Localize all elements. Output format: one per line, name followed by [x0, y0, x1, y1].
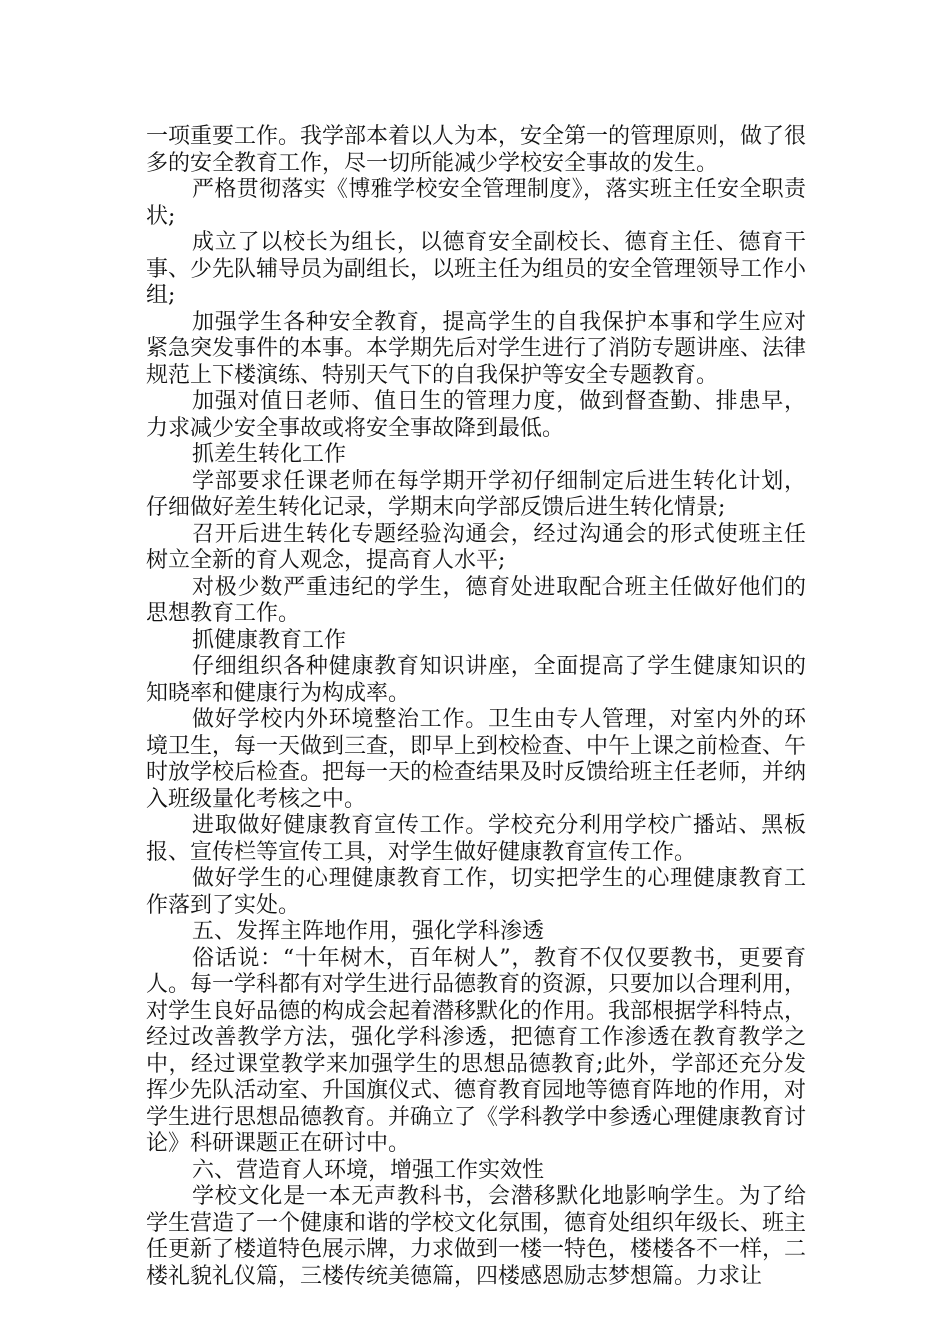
- section-heading-five: 五、发挥主阵地作用，强化学科渗透: [192, 919, 545, 944]
- paragraph-8: 召开后进生转化专题经验沟通会，经过沟通会的形式使班主任树立全新的育人观念，提高育人水平;: [146, 521, 806, 573]
- paragraph-12: 做好学校内外环境整治工作。卫生由专人管理，对室内外的环境卫生，每一天做到三查，即早上到校检查、中午上课之前检查、午时放学校后检查。把每一天的检查结果及时反馈给班主任老师，并纳入班级量化考核之中。: [146, 707, 807, 812]
- paragraph-1: 一项重要工作。我学部本着以人为本，安全第一的管理原则，做了很多的安全教育工作，尽一切所能减少学校安全事故的发生。: [146, 124, 807, 176]
- section-heading-six: 六、营造育人环境，增强工作实效性: [192, 1157, 545, 1183]
- section-heading-poor-students: 抓差生转化工作: [192, 442, 347, 467]
- paragraph-9: 对极少数严重违纪的学生，德育处进取配合班主任做好他们的思想教育工作。: [146, 574, 806, 626]
- paragraph-3: 成立了以校长为组长，以德育安全副校长、德育主任、德育干事、少先队辅导员为副组长，以班主任为组员的安全管理领导工作小组;: [146, 230, 807, 308]
- paragraph-7: 学部要求任课老师在每学期开学初仔细制定后进生转化计划，仔细做好差生转化记录，学期末向学部反馈后进生转化情景;: [146, 468, 806, 520]
- section-heading-health-education: 抓健康教育工作: [192, 627, 347, 653]
- paragraph-2: 严格贯彻落实《博雅学校安全管理制度》，落实班主任安全职责状;: [146, 177, 806, 229]
- paragraph-13: 进取做好健康教育宣传工作。学校充分利用学校广播站、黑板报、宣传栏等宣传工具，对学生做好健康教育宣传工作。: [146, 813, 806, 865]
- paragraph-5: 加强对值日老师、值日生的管理力度，做到督查勤、排患早，力求减少安全事故或将安全事故降到最低。: [146, 389, 806, 441]
- paragraph-16: 俗话说：“十年树木，百年树人”，教育不仅仅要教书，更要育人。每一学科都有对学生进行品德教育的资源，只要加以合理利用，对学生良好品德的构成会起着潜移默化的作用。我部根据学科特点，经过改善教学方法，强化学科渗透，把德育工作渗透在教育教学之中，经过课堂教学来加强学生的思想品德教育;此外，学部还充分发挥少先队活动室、升国旗仪式、德育教育园地等德育阵地的作用，对学生进行思想品德教育。并确立了《学科教学中参透心理健康教育讨论》科研课题正在研讨中。: [146, 945, 807, 1156]
- paragraph-4: 加强学生各种安全教育，提高学生的自我保护本事和学生应对紧急突发事件的本事。本学期先后对学生进行了消防专题讲座、法律规范上下楼演练、特别天气下的自我保护等安全专题教育。: [146, 309, 807, 388]
- document-body: [146, 124, 806, 1290]
- paragraph-18: 学校文化是一本无声教科书，会潜移默化地影响学生。为了给学生营造了一个健康和谐的学校文化氛围，德育处组织年级长、班主任更新了楼道特色展示牌，力求做到一楼一特色，楼楼各不一样，二楼礼貌礼仪篇，三楼传统美德篇，四楼感恩励志梦想篇。力求让: [146, 1184, 807, 1289]
- paragraph-11: 仔细组织各种健康教育知识讲座，全面提高了学生健康知识的知晓率和健康行为构成率。: [146, 654, 806, 706]
- paragraph-14: 做好学生的心理健康教育工作，切实把学生的心理健康教育工作落到了实处。: [146, 866, 806, 918]
